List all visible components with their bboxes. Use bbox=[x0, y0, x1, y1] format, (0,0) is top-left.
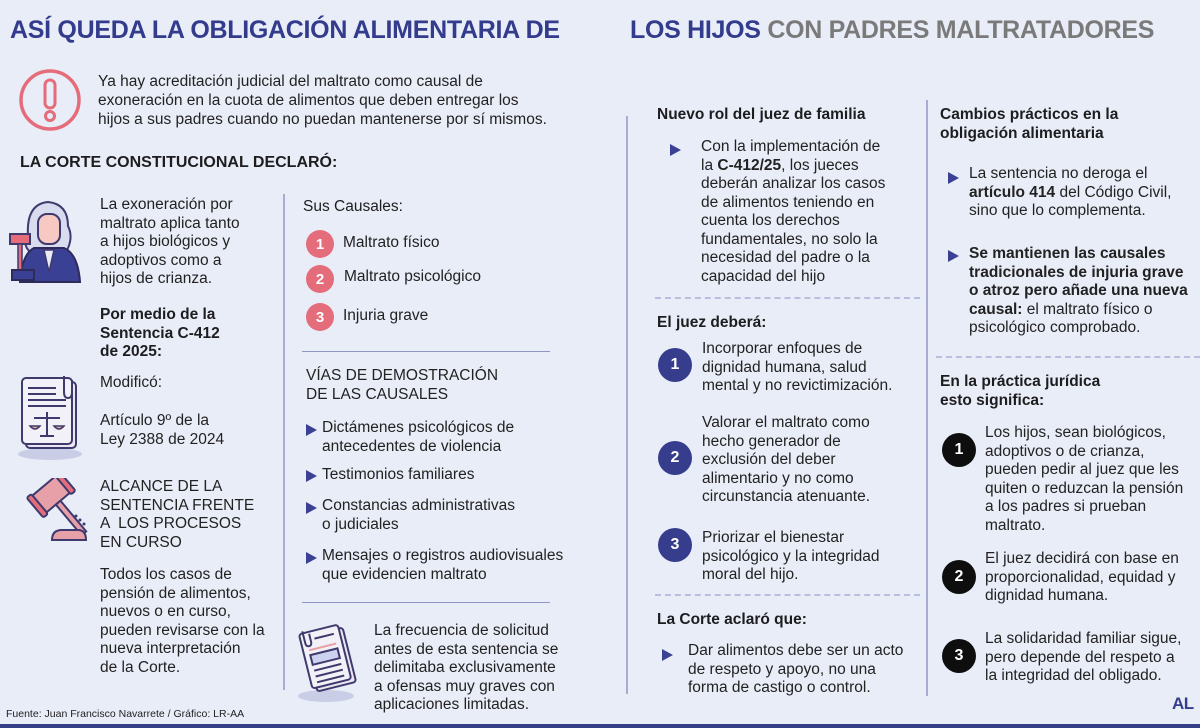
text-line: adoptivos como a bbox=[100, 251, 222, 269]
bullet-triangle-icon bbox=[306, 424, 317, 436]
practica-item bbox=[985, 424, 1183, 535]
text-line: Todos los casos de bbox=[100, 566, 232, 583]
bullet-triangle-icon bbox=[662, 649, 673, 661]
practica-item bbox=[985, 550, 1179, 606]
text-span: causal: bbox=[969, 300, 1023, 318]
text-line: dignidad humana. bbox=[985, 587, 1109, 604]
text-line: La solidaridad familiar sigue, bbox=[985, 630, 1182, 647]
intro-line: hijos a sus padres cuando no puedan mantenerse por sí mismos. bbox=[98, 111, 547, 128]
text-line: moral del hijo. bbox=[702, 566, 799, 583]
divider-dashed bbox=[936, 356, 1200, 358]
brand-logo: AL bbox=[1172, 694, 1194, 713]
text-span: del Código Civil, bbox=[1055, 183, 1172, 201]
text-line: proporcionalidad, equidad y bbox=[985, 568, 1176, 586]
source-credit: Fuente: Juan Francisco Navarrete / Gráfico: LR-AA bbox=[6, 708, 245, 720]
juez-step bbox=[702, 340, 892, 396]
text-line: de alimentos teniendo en bbox=[701, 193, 875, 211]
intro-line: exoneración en la cuota de alimentos que deben entregar los bbox=[98, 92, 519, 109]
title-text-gray: CON PADRES MALTRATADORES bbox=[767, 16, 1155, 44]
via-item bbox=[322, 547, 563, 584]
gavel-icon bbox=[12, 478, 88, 546]
text-line: Dar alimentos debe ser un acto bbox=[688, 642, 904, 659]
text-line: A LOS PROCESOS bbox=[100, 515, 242, 532]
text-line: alimentario y no como bbox=[702, 469, 854, 487]
text-span: , los jueces bbox=[781, 156, 859, 174]
text-line: de 2025: bbox=[100, 343, 163, 360]
causal-badge-2: 2 bbox=[306, 265, 334, 293]
exclamation-circle-icon bbox=[18, 68, 82, 132]
text-line: necesidad del padre o la bbox=[701, 249, 870, 266]
text-line bbox=[701, 157, 885, 176]
text-line: hecho generador de bbox=[702, 432, 841, 450]
corte-aclaro-text bbox=[688, 642, 903, 698]
article-ref: artículo 414 bbox=[969, 183, 1056, 201]
juez-step bbox=[702, 414, 870, 507]
text-line: fundamentales, no solo la bbox=[701, 230, 878, 248]
divider-horizontal bbox=[302, 602, 550, 603]
text-line: capacidad del hijo bbox=[701, 267, 826, 285]
text-line: La exoneración por bbox=[100, 196, 233, 213]
meaning-badge-1: 1 bbox=[942, 433, 976, 467]
text-line: mental y no revictimización. bbox=[702, 377, 893, 394]
modifico-text bbox=[100, 412, 224, 449]
text-line: Los hijos, sean biológicos, bbox=[985, 424, 1166, 441]
text-line: deberán analizar los casos bbox=[701, 175, 886, 192]
text-line: o atroz pero añade una nueva bbox=[969, 282, 1188, 299]
text-line: El juez decidirá con base en bbox=[985, 550, 1179, 567]
text-line: Mensajes o registros audiovisuales bbox=[322, 547, 564, 564]
corte-heading: LA CORTE CONSTITUCIONAL DECLARÓ: bbox=[20, 154, 338, 171]
text-line: nueva interpretación bbox=[100, 640, 241, 657]
bullet-triangle-icon bbox=[670, 144, 681, 156]
text-line: delimitaba exclusivamente bbox=[374, 659, 556, 676]
text-line: circunstancia atenuante. bbox=[702, 488, 871, 505]
intro-text bbox=[98, 72, 547, 129]
text-line: tradicionales de injuria grave bbox=[969, 263, 1184, 281]
text-line: quiten o reduzcan la pensión bbox=[985, 479, 1184, 497]
text-line: maltrato aplica tanto bbox=[100, 214, 240, 232]
juez-debera-heading: El juez deberá: bbox=[657, 314, 767, 331]
text-line: pueden pedir al juez que les bbox=[985, 461, 1179, 478]
text-line: Valorar el maltrato como bbox=[702, 414, 870, 431]
text-line bbox=[969, 301, 1188, 320]
corte-aclaro-heading: La Corte aclaró que: bbox=[657, 611, 807, 628]
vias-heading bbox=[306, 367, 498, 404]
bottom-bar bbox=[0, 724, 1200, 728]
causal-item: Injuria grave bbox=[343, 307, 429, 324]
text-line: Incorporar enfoques de bbox=[702, 340, 863, 357]
sentencia-ref: C-412/25 bbox=[717, 156, 782, 174]
causal-item: Maltrato físico bbox=[343, 234, 440, 251]
text-line: pero depende del respeto a bbox=[985, 648, 1175, 666]
text-line: Ley 2388 de 2024 bbox=[100, 430, 225, 448]
text-line: sino que lo complementa. bbox=[969, 202, 1146, 219]
bullet-triangle-icon bbox=[948, 250, 959, 262]
meaning-badge-2: 2 bbox=[942, 560, 976, 594]
step-badge-2: 2 bbox=[658, 441, 692, 475]
alcance-text bbox=[100, 566, 265, 677]
text-line: a hijos biológicos y bbox=[100, 233, 231, 250]
causal-item: Maltrato psicológico bbox=[344, 268, 481, 285]
judge-icon bbox=[6, 196, 84, 286]
text-line: Priorizar el bienestar bbox=[702, 529, 845, 546]
causal-badge-1: 1 bbox=[306, 230, 334, 258]
text-line: dignidad humana, salud bbox=[702, 358, 867, 376]
text-line: Dictámenes psicológicos de bbox=[322, 419, 515, 436]
text-line: pueden revisarse con la bbox=[100, 621, 265, 639]
text-line: maltrato. bbox=[985, 516, 1046, 534]
juez-step bbox=[702, 529, 880, 585]
text-line: En la práctica jurídica bbox=[940, 373, 1101, 390]
text-line: o judiciales bbox=[322, 515, 399, 533]
text-line: exclusión del deber bbox=[702, 451, 836, 468]
divider-horizontal bbox=[302, 351, 550, 352]
text-line: aplicaciones limitadas. bbox=[374, 696, 530, 713]
text-line: Se mantienen las causales bbox=[969, 245, 1166, 262]
text-line: Sentencia C-412 bbox=[100, 324, 220, 342]
practica-item bbox=[985, 630, 1181, 686]
text-line: La sentencia no deroga el bbox=[969, 165, 1148, 182]
text-line: SENTENCIA FRENTE bbox=[100, 496, 255, 514]
divider-dashed bbox=[655, 297, 920, 299]
text-line: hijos de crianza. bbox=[100, 270, 213, 287]
cambios-item bbox=[969, 165, 1171, 221]
alcance-heading bbox=[100, 478, 254, 552]
divider-vertical bbox=[626, 116, 628, 694]
title-text-part1: ASÍ QUEDA LA OBLIGACIÓN ALIMENTARIA DE bbox=[10, 16, 560, 44]
via-item bbox=[322, 419, 514, 456]
via-item bbox=[322, 497, 515, 534]
step-badge-3: 3 bbox=[658, 528, 692, 562]
text-line: a ofensas muy graves con bbox=[374, 677, 555, 695]
causal-badge-3: 3 bbox=[306, 303, 334, 331]
practica-heading bbox=[940, 373, 1100, 410]
text-line: pensión de alimentos, bbox=[100, 584, 251, 602]
via-item bbox=[322, 466, 474, 485]
nuevo-rol-text bbox=[701, 138, 885, 286]
text-line: forma de castigo o control. bbox=[688, 679, 871, 696]
text-line: adoptivos o de crianza, bbox=[985, 442, 1145, 460]
intro-line: Ya hay acreditación judicial del maltrato como causal de bbox=[98, 73, 483, 90]
text-line: esto significa: bbox=[940, 391, 1045, 409]
page-title-left bbox=[10, 16, 560, 45]
page-title-right bbox=[630, 16, 1154, 45]
text-line: ALCANCE DE LA bbox=[100, 478, 223, 495]
text-line: EN CURSO bbox=[100, 533, 182, 551]
text-line: VÍAS DE DEMOSTRACIÓN bbox=[306, 367, 499, 384]
text-line: de la Corte. bbox=[100, 658, 181, 676]
text-line: DE LAS CAUSALES bbox=[306, 385, 449, 403]
cambios-heading bbox=[940, 106, 1118, 143]
bullet-triangle-icon bbox=[306, 552, 317, 564]
nuevo-rol-heading: Nuevo rol del juez de familia bbox=[657, 106, 866, 123]
divider-vertical bbox=[926, 100, 928, 696]
text-line: Por medio de la bbox=[100, 306, 216, 323]
cambios-item bbox=[969, 245, 1188, 338]
text-line: Artículo 9º de la bbox=[100, 412, 210, 429]
bullet-triangle-icon bbox=[306, 502, 317, 514]
text-line: psicológico comprobado. bbox=[969, 319, 1141, 336]
newspaper-document-icon bbox=[296, 624, 360, 704]
text-line: antes de esta sentencia se bbox=[374, 640, 559, 658]
sentencia-text bbox=[100, 306, 220, 362]
text-span: la bbox=[701, 156, 718, 174]
text-line: a los padres si prueban bbox=[985, 498, 1147, 515]
text-line: Constancias administrativas bbox=[322, 497, 515, 514]
text-span: el maltrato físico o bbox=[1022, 300, 1153, 318]
title-text-blue: LOS HIJOS bbox=[630, 16, 761, 44]
text-line: la integridad del obligado. bbox=[985, 667, 1162, 684]
meaning-badge-3: 3 bbox=[942, 639, 976, 673]
text-line: de respeto y apoyo, no una bbox=[688, 660, 876, 678]
causales-heading: Sus Causales: bbox=[303, 198, 403, 215]
text-line: obligación alimentaria bbox=[940, 124, 1104, 142]
text-line: que evidencien maltrato bbox=[322, 565, 487, 583]
bullet-triangle-icon bbox=[948, 172, 959, 184]
frecuencia-text bbox=[374, 622, 558, 715]
text-line: psicológico y la integridad bbox=[702, 547, 880, 565]
divider-dashed bbox=[655, 594, 920, 596]
bullet-triangle-icon bbox=[306, 470, 317, 482]
divider-vertical bbox=[283, 194, 285, 690]
text-line bbox=[969, 184, 1171, 203]
exoneracion-text bbox=[100, 196, 240, 289]
modifico-label: Modificó: bbox=[100, 374, 163, 391]
text-line: Con la implementación de bbox=[701, 138, 881, 155]
text-line: Testimonios familiares bbox=[322, 466, 475, 483]
step-badge-1: 1 bbox=[658, 348, 692, 382]
legal-document-icon bbox=[14, 374, 84, 462]
text-line: antecedentes de violencia bbox=[322, 437, 502, 455]
text-line: La frecuencia de solicitud bbox=[374, 622, 549, 639]
text-line: Cambios prácticos en la bbox=[940, 106, 1119, 123]
text-line: nuevos o en curso, bbox=[100, 603, 231, 620]
text-line: cuenta los derechos bbox=[701, 212, 840, 229]
